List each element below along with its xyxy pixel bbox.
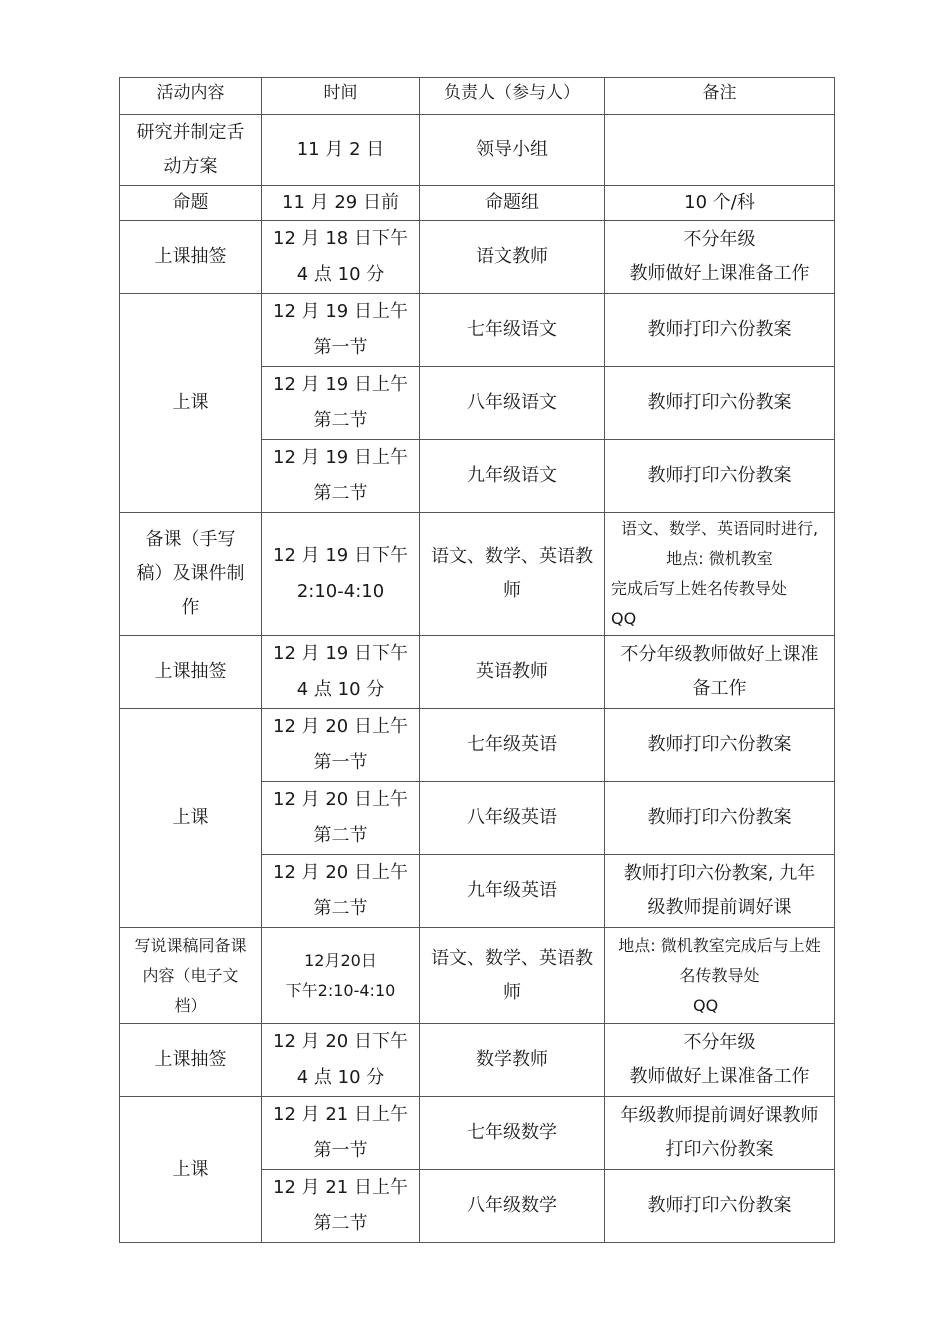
cell-line: 教师打印六份教案 <box>647 465 792 486</box>
cell-line: 备课（手写 <box>145 529 236 550</box>
activity-cell <box>120 1097 262 1243</box>
table-row <box>120 221 835 294</box>
cell-line: 七年级英语 <box>467 734 557 755</box>
cell-line: 上课抽签 <box>154 1049 227 1070</box>
time-cell <box>262 115 420 186</box>
time-cell <box>262 440 420 513</box>
cell-line: 12 月 19 日上午 <box>273 301 408 322</box>
activity-cell <box>120 186 262 221</box>
cell-line: 2:10-4:10 <box>296 581 385 602</box>
cell-line: 动方案 <box>163 156 218 177</box>
cell-line: 4 点 10 分 <box>296 679 385 700</box>
cell-line: 级教师提前调好课 <box>647 897 792 918</box>
cell-line: 研究并制定舌 <box>136 122 245 143</box>
cell-line: 上课抽签 <box>154 246 227 267</box>
cell-line: 内容（电子文 <box>142 965 239 985</box>
note-cell <box>605 513 835 636</box>
header-activity: 活动内容 <box>120 78 262 115</box>
cell-line: 教师打印六份教案 <box>647 319 792 340</box>
cell-line: 打印六份教案 <box>665 1139 774 1160</box>
cell-line: 命题组 <box>485 192 539 213</box>
time-cell <box>262 928 420 1024</box>
cell-line: 第二节 <box>313 825 368 846</box>
note-cell <box>605 294 835 367</box>
table-row <box>120 1097 835 1170</box>
time-cell <box>262 855 420 928</box>
time-cell <box>262 709 420 782</box>
cell-line: 第一节 <box>313 337 368 358</box>
cell-line: 10 个/科 <box>684 192 755 213</box>
owner-cell <box>420 221 605 294</box>
note-cell <box>605 855 835 928</box>
cell-line: 上课 <box>172 1158 209 1180</box>
cell-line: 教师打印六份教案, 九年 <box>623 863 816 884</box>
cell-line: 八年级数学 <box>467 1195 557 1216</box>
cell-line: 九年级英语 <box>467 880 557 901</box>
cell-line: 年级教师提前调好课教师 <box>620 1105 819 1126</box>
cell-line: 命题 <box>172 192 209 213</box>
time-cell <box>262 1024 420 1097</box>
cell-line: 12 月 21 日上午 <box>273 1177 408 1198</box>
cell-line: 教师做好上课准备工作 <box>629 1066 810 1087</box>
cell-line: 语文、数学、英语教 <box>431 546 593 567</box>
time-cell <box>262 221 420 294</box>
cell-line: 领导小组 <box>476 139 548 160</box>
table-row <box>120 186 835 221</box>
activity-cell <box>120 1024 262 1097</box>
owner-cell <box>420 440 605 513</box>
time-cell <box>262 636 420 709</box>
note-cell <box>605 1024 835 1097</box>
cell-line: 不分年级 <box>683 229 756 250</box>
table-row <box>120 115 835 186</box>
owner-cell <box>420 1024 605 1097</box>
schedule-table <box>119 77 835 1243</box>
header-row <box>120 78 835 115</box>
cell-line: 英语教师 <box>476 661 548 682</box>
cell-line: QQ <box>611 609 637 628</box>
cell-line: 七年级数学 <box>467 1122 557 1143</box>
cell-line: 作 <box>181 597 200 618</box>
owner-cell <box>420 709 605 782</box>
cell-line: 12 月 20 日上午 <box>273 716 408 737</box>
cell-line: 不分年级教师做好上课准 <box>620 644 819 665</box>
cell-line: 12 月 19 日下午 <box>273 643 408 664</box>
cell-line: 教师做好上课准备工作 <box>629 263 810 284</box>
cell-line: 八年级语文 <box>467 392 557 413</box>
cell-line: 第二节 <box>313 483 368 504</box>
activity-cell <box>120 221 262 294</box>
time-cell <box>262 186 420 221</box>
time-cell <box>262 513 420 636</box>
cell-line: 数学教师 <box>476 1049 548 1070</box>
cell-line: 完成后写上姓名传教导处 <box>611 579 788 598</box>
cell-line: 稿）及课件制 <box>136 563 245 584</box>
cell-line: 12月20日 <box>304 950 377 970</box>
cell-line: 名传教导处 <box>679 965 760 985</box>
cell-line: 写说课稿同备课 <box>134 935 247 955</box>
note-cell <box>605 709 835 782</box>
owner-cell <box>420 1097 605 1170</box>
cell-line: 12 月 20 日上午 <box>273 862 408 883</box>
note-cell <box>605 440 835 513</box>
cell-line: 地点: 微机教室完成后与上姓 <box>618 935 821 955</box>
activity-cell <box>120 928 262 1024</box>
cell-line: 4 点 10 分 <box>296 264 385 285</box>
owner-cell <box>420 367 605 440</box>
note-cell <box>605 636 835 709</box>
time-cell <box>262 1097 420 1170</box>
note-cell <box>605 1097 835 1170</box>
cell-line: 第二节 <box>313 410 368 431</box>
owner-cell <box>420 928 605 1024</box>
time-cell <box>262 1170 420 1243</box>
activity-cell <box>120 709 262 928</box>
cell-line: 上课 <box>172 807 209 828</box>
table-row <box>120 928 835 1024</box>
note-cell <box>605 1170 835 1243</box>
cell-line: 4 点 10 分 <box>296 1067 385 1088</box>
owner-cell <box>420 636 605 709</box>
note-cell <box>605 782 835 855</box>
time-cell <box>262 294 420 367</box>
cell-line: 语文、数学、英语教 <box>431 947 593 969</box>
cell-line: 教师打印六份教案 <box>647 392 792 413</box>
cell-line: 七年级语文 <box>467 319 557 340</box>
cell-line: 上课抽签 <box>154 661 227 682</box>
cell-line: 语文、数学、英语同时进行, <box>620 519 819 538</box>
activity-cell <box>120 294 262 513</box>
owner-cell <box>420 115 605 186</box>
header-owner: 负责人（参与人） <box>420 78 605 115</box>
cell-line: 12 月 19 日上午 <box>273 447 408 468</box>
cell-line: 下午2:10-4:10 <box>285 980 396 1000</box>
cell-line: 九年级语文 <box>467 465 557 486</box>
note-cell <box>605 367 835 440</box>
cell-line: 11 月 2 日 <box>296 139 385 160</box>
cell-line: 第二节 <box>313 1213 368 1234</box>
cell-line: 教师打印六份教案 <box>647 1195 792 1216</box>
owner-cell <box>420 1170 605 1243</box>
cell-line: 11 月 29 日前 <box>282 192 399 213</box>
table-row <box>120 294 835 367</box>
cell-line: 教师打印六份教案 <box>647 734 792 755</box>
cell-line: 12 月 18 日下午 <box>273 228 408 249</box>
owner-cell <box>420 294 605 367</box>
activity-cell <box>120 115 262 186</box>
owner-cell <box>420 855 605 928</box>
cell-line: 语文教师 <box>476 246 548 267</box>
activity-cell <box>120 636 262 709</box>
header-time: 时间 <box>262 78 420 115</box>
cell-line: 12 月 20 日上午 <box>273 789 408 810</box>
owner-cell <box>420 513 605 636</box>
note-cell <box>605 115 835 186</box>
cell-line: 第一节 <box>313 752 368 773</box>
cell-line: QQ <box>693 995 719 1015</box>
cell-line: 第二节 <box>313 898 368 919</box>
cell-line: 12 月 21 日上午 <box>273 1104 408 1125</box>
cell-line: 地点: 微机教室 <box>666 549 773 568</box>
activity-cell <box>120 513 262 636</box>
table-row <box>120 636 835 709</box>
cell-line: 第一节 <box>313 1140 368 1161</box>
table-row <box>120 1024 835 1097</box>
cell-line: 师 <box>503 580 521 601</box>
header-note: 备注 <box>605 78 835 115</box>
owner-cell <box>420 186 605 221</box>
cell-line: 档） <box>174 995 207 1015</box>
cell-line: 上课 <box>172 392 209 413</box>
cell-line: 不分年级 <box>683 1032 756 1053</box>
note-cell <box>605 928 835 1024</box>
cell-line: 教师打印六份教案 <box>647 807 792 828</box>
cell-line: 师 <box>503 981 521 1003</box>
cell-line: 备工作 <box>692 678 747 699</box>
cell-line: 12 月 19 日下午 <box>273 545 408 566</box>
note-cell <box>605 221 835 294</box>
table-row <box>120 709 835 782</box>
owner-cell <box>420 782 605 855</box>
table-row <box>120 513 835 636</box>
note-cell <box>605 186 835 221</box>
cell-line: 12 月 19 日上午 <box>273 374 408 395</box>
time-cell <box>262 367 420 440</box>
time-cell <box>262 782 420 855</box>
cell-line: 12 月 20 日下午 <box>273 1031 408 1052</box>
cell-line: 八年级英语 <box>467 807 557 828</box>
